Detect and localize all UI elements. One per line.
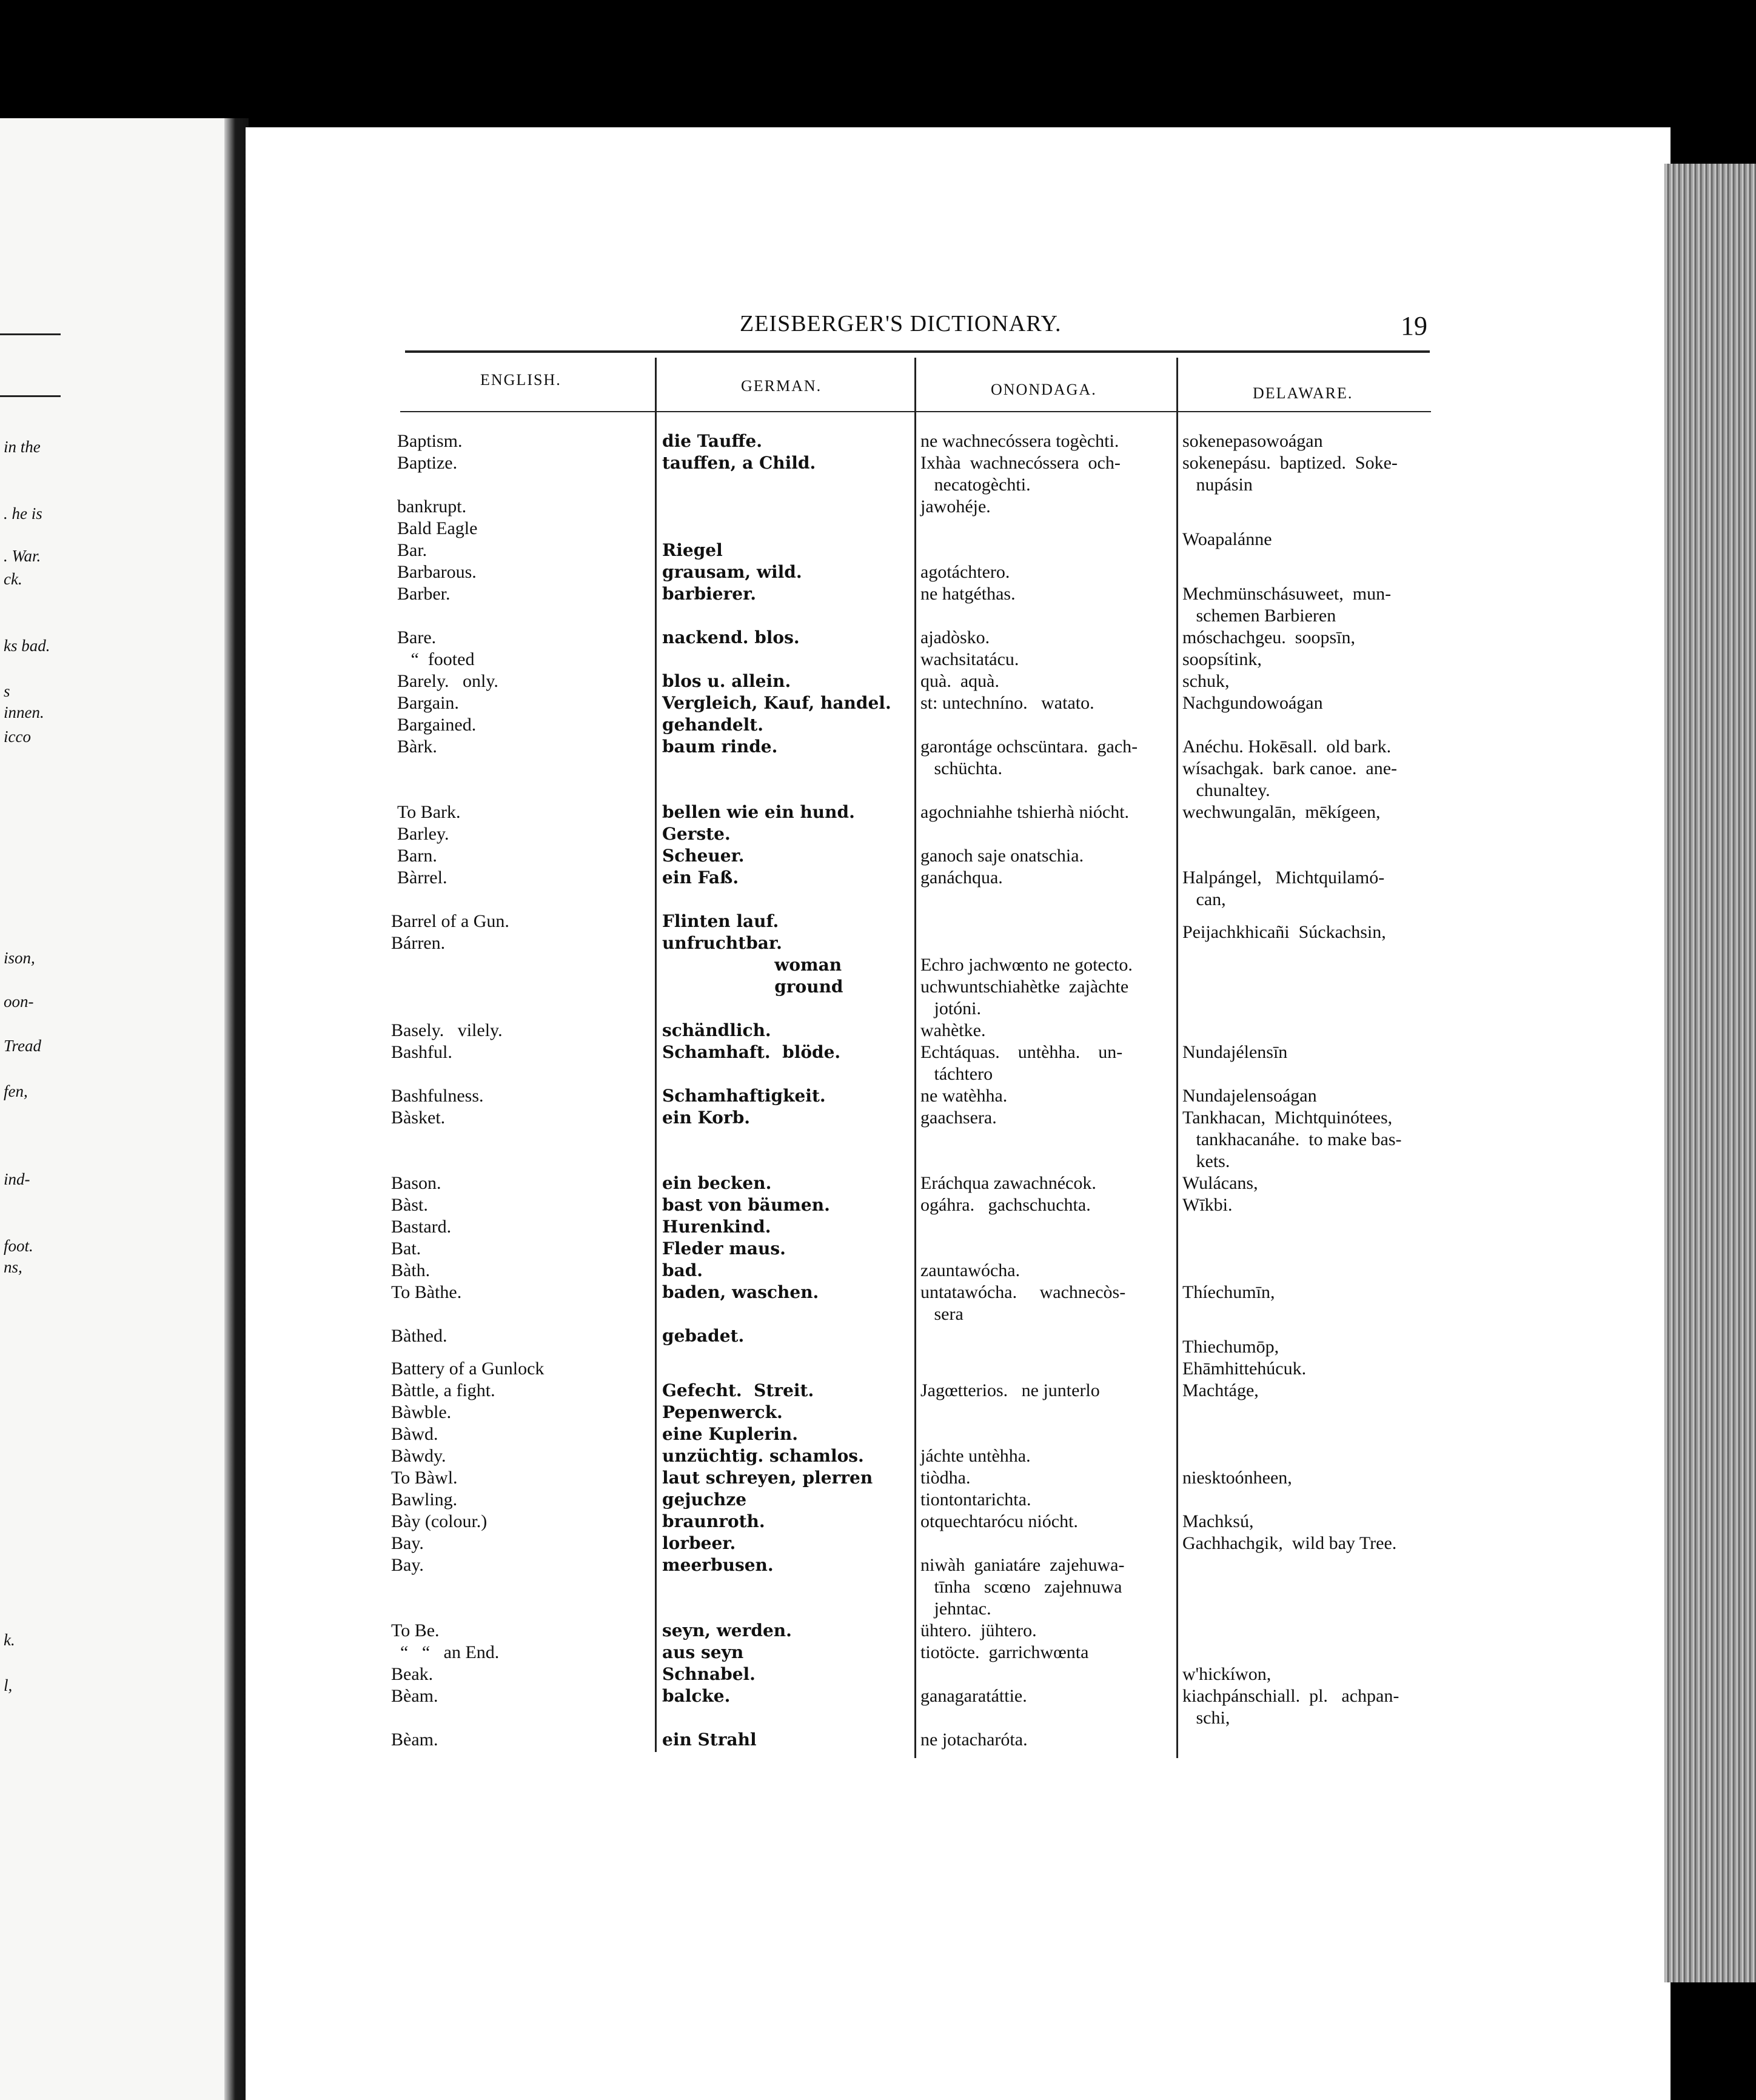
left-page-fragment: in the — [4, 438, 41, 456]
entry-onondaga: ganáchqua. — [920, 868, 1003, 888]
entry-english: To Bàwl. — [391, 1468, 458, 1488]
entry-english: Baptism. — [397, 431, 463, 451]
entry-onondaga: Echtáquas. untèhha. un- táchtero — [920, 1042, 1123, 1084]
entry-english: Barley. — [397, 824, 449, 844]
entry-german: Gerste. — [662, 824, 731, 844]
book-gutter — [224, 118, 249, 2100]
entry-delaware: Wīkbi. — [1182, 1195, 1233, 1215]
entry-english: Bèam. — [391, 1686, 438, 1706]
entry-onondaga: Echro jachwœnto ne gotecto. — [920, 955, 1133, 975]
column-header-delaware: DELAWARE. — [1253, 384, 1353, 402]
entry-delaware: Mechmünschásuweet, mun- schemen Barbieren — [1182, 584, 1392, 626]
entry-onondaga: untatawócha. wachnecòs- sera — [920, 1282, 1126, 1324]
entry-german: woman — [662, 955, 842, 975]
entry-delaware: sokenepásu. baptized. Soke- nupásin — [1182, 453, 1398, 495]
left-page-fragment: ks bad. — [4, 637, 50, 655]
left-page-fragment: fen, — [4, 1082, 28, 1100]
entry-german: Scheuer. — [662, 846, 745, 866]
entry-german: Hurenkind. — [662, 1217, 771, 1237]
entry-delaware: Halpángel, Michtquilamó- can, — [1182, 868, 1385, 909]
entry-onondaga: Ixhàa wachnecóssera och- necatogèchti. — [920, 453, 1121, 495]
header-rule — [405, 350, 1430, 353]
entry-english: Battery of a Gunlock — [391, 1359, 545, 1379]
entry-german: unzüchtig. schamlos. — [662, 1446, 864, 1466]
entry-onondaga: ne watèhha. — [920, 1086, 1008, 1106]
entry-english: Bàrrel. — [397, 868, 447, 888]
entry-onondaga: zauntawócha. — [920, 1260, 1020, 1280]
entry-english: Beak. — [391, 1664, 434, 1684]
entry-german: gehandelt. — [662, 715, 763, 735]
entry-german: blos u. allein. — [662, 671, 791, 691]
entry-onondaga: Eráchqua zawachnécok. — [920, 1173, 1096, 1193]
entry-german: braunroth. — [662, 1511, 765, 1531]
entry-german: Fleder maus. — [662, 1239, 786, 1259]
left-page-fragment: ison, — [4, 949, 35, 967]
entry-english: Bar. — [397, 540, 427, 560]
entry-english: bankrupt. — [397, 497, 467, 517]
entry-english: Bàttle, a fight. — [391, 1380, 495, 1400]
entry-delaware: Thiechumōp, — [1182, 1337, 1279, 1357]
entry-german: bast von bäumen. — [662, 1195, 830, 1215]
entry-german: eine Kuplerin. — [662, 1424, 798, 1444]
entry-english: Bastard. — [391, 1217, 452, 1237]
entry-english: Bargained. — [397, 715, 477, 735]
entry-delaware: Peijachkhicañi Súckachsin, — [1182, 922, 1386, 942]
entry-onondaga: ne jotacharóta. — [920, 1730, 1028, 1750]
entry-onondaga: tiòdha. — [920, 1468, 971, 1488]
entry-onondaga: tiontontarichta. — [920, 1490, 1031, 1510]
entry-onondaga: agochniahhe tshierhà niócht. — [920, 802, 1130, 822]
left-page-rule — [0, 333, 61, 335]
page-edges — [1664, 164, 1756, 1982]
left-page-fragment: foot. — [4, 1237, 33, 1255]
entry-onondaga: otquechtarócu niócht. — [920, 1511, 1078, 1531]
entry-german: barbierer. — [662, 584, 756, 604]
entry-onondaga: agotáchtero. — [920, 562, 1010, 582]
entry-english: “ “ an End. — [391, 1642, 500, 1662]
entry-german: bad. — [662, 1260, 703, 1280]
entry-english: Barber. — [397, 584, 451, 604]
entry-delaware: Wulácans, — [1182, 1173, 1258, 1193]
entry-german: Schnabel. — [662, 1664, 756, 1684]
entry-onondaga: ühtero. jühtero. — [920, 1620, 1037, 1640]
page-title: ZEISBERGER'S DICTIONARY. — [740, 311, 1062, 336]
column-header-german: GERMAN. — [741, 377, 822, 395]
entry-delaware: niesktoónheen, — [1182, 1468, 1292, 1488]
entry-delaware: Woapalánne — [1182, 529, 1272, 549]
entry-english: Bárren. — [391, 933, 446, 953]
column-divider — [655, 358, 657, 1752]
entry-english: To Be. — [391, 1620, 440, 1640]
entry-german: Vergleich, Kauf, handel. — [662, 693, 891, 713]
entry-onondaga: jawohéje. — [920, 497, 991, 517]
entry-onondaga: ne hatgéthas. — [920, 584, 1016, 604]
left-page-fragment: ind- — [4, 1170, 30, 1188]
entry-onondaga: quà. aquà. — [920, 671, 999, 691]
column-divider — [914, 358, 916, 1758]
entry-english: To Bark. — [397, 802, 461, 822]
entry-german: balcke. — [662, 1686, 731, 1706]
entry-onondaga: jáchte untèhha. — [920, 1446, 1031, 1466]
entry-english: Bashfulness. — [391, 1086, 484, 1106]
entry-english: Bàwd. — [391, 1424, 438, 1444]
entry-english: Bawling. — [391, 1490, 458, 1510]
entry-delaware: Nachgundowoágan — [1182, 693, 1323, 713]
left-page-rule — [0, 395, 61, 397]
entry-onondaga: niwàh ganiatáre zajehuwa- tīnha scœno zajehnuwa jehntac. — [920, 1555, 1125, 1619]
entry-onondaga: wahètke. — [920, 1020, 986, 1040]
entry-german: Riegel — [662, 540, 723, 560]
entry-english: Bason. — [391, 1173, 441, 1193]
entry-english: Bày (colour.) — [391, 1511, 488, 1531]
entry-german: die Tauffe. — [662, 431, 762, 451]
entry-delaware: Machksú, — [1182, 1511, 1254, 1531]
entry-german: Schamhaft. blöde. — [662, 1042, 841, 1062]
entry-delaware: Gachhachgik, wild bay Tree. — [1182, 1533, 1397, 1553]
entry-onondaga: garontáge ochscüntara. gach- schüchta. — [920, 737, 1138, 778]
entry-delaware: Nundajelensoágan — [1182, 1086, 1317, 1106]
entry-onondaga: uchwuntschiahètke zajàchte jotóni. — [920, 977, 1129, 1018]
entry-onondaga: st: untechníno. watato. — [920, 693, 1094, 713]
entry-english: Bèam. — [391, 1730, 438, 1750]
left-page-fragment: innen. — [4, 703, 44, 721]
entry-onondaga: gaachsera. — [920, 1108, 997, 1128]
entry-german: ground — [662, 977, 843, 997]
entry-english: Bay. — [391, 1555, 424, 1575]
entry-delaware: w'hickíwon, — [1182, 1664, 1272, 1684]
entry-delaware: Nundajélensīn — [1182, 1042, 1288, 1062]
left-page-fragment: ns, — [4, 1258, 22, 1276]
column-header-english: ENGLISH. — [480, 371, 561, 389]
entry-delaware: sokenepasowoágan — [1182, 431, 1323, 451]
entry-english: Barely. only. — [397, 671, 498, 691]
column-header-onondaga: ONONDAGA. — [991, 381, 1097, 398]
left-page-fragment: k. — [4, 1631, 15, 1649]
entry-german: ein Strahl — [662, 1730, 757, 1750]
entry-german: laut schreyen, plerren — [662, 1468, 873, 1488]
entry-english: Bare. — [397, 627, 437, 647]
entry-german: seyn, werden. — [662, 1620, 792, 1640]
entry-german: aus seyn — [662, 1642, 744, 1662]
entry-onondaga: Jagœtterios. ne junterlo — [920, 1380, 1100, 1400]
column-divider — [1176, 358, 1178, 1758]
entry-delaware: Ehāmhittehúcuk. — [1182, 1359, 1307, 1379]
entry-english: To Bàthe. — [391, 1282, 462, 1302]
entry-english: Barn. — [397, 846, 437, 866]
entry-english: Barrel of a Gun. — [391, 911, 509, 931]
entry-english: Bàsket. — [391, 1108, 446, 1128]
entry-onondaga: ganagaratáttie. — [920, 1686, 1027, 1706]
entry-english: Bàwble. — [391, 1402, 452, 1422]
entry-delaware: soopsítink, — [1182, 649, 1262, 669]
entry-onondaga: wachsitatácu. — [920, 649, 1019, 669]
entry-german: meerbusen. — [662, 1555, 774, 1575]
entry-german: grausam, wild. — [662, 562, 802, 582]
entry-delaware: kiachpánschiall. pl. achpan- schi, — [1182, 1686, 1399, 1728]
page-number: 19 — [1401, 311, 1427, 341]
entry-german: Flinten lauf. — [662, 911, 779, 931]
entry-english: Bargain. — [397, 693, 459, 713]
left-page-fragment: . he is — [4, 504, 42, 523]
entry-english: Basely. vilely. — [391, 1020, 503, 1040]
entry-german: lorbeer. — [662, 1533, 736, 1553]
entry-delaware: Thíechumīn, — [1182, 1282, 1275, 1302]
entry-german: schändlich. — [662, 1020, 771, 1040]
entry-onondaga: tiotöcte. garrichwœnta — [920, 1642, 1089, 1662]
entry-onondaga: ogáhra. gachschuchta. — [920, 1195, 1091, 1215]
entry-english: Bashful. — [391, 1042, 452, 1062]
entry-delaware: Tankhacan, Michtquinótees, tankhacanáhe. to make bas- kets. — [1182, 1108, 1402, 1171]
entry-english: Baptize. — [397, 453, 458, 473]
entry-german: baum rinde. — [662, 737, 778, 757]
entry-german: bellen wie ein hund. — [662, 802, 855, 822]
left-page-fragment: ck. — [4, 570, 22, 588]
entry-english: Barbarous. — [397, 562, 477, 582]
left-page-fragment: icco — [4, 727, 31, 746]
entry-german: gejuchze — [662, 1490, 747, 1510]
entry-english: Bàst. — [391, 1195, 428, 1215]
entry-german: Gefecht. Streit. — [662, 1380, 814, 1400]
entry-german: ein Korb. — [662, 1108, 751, 1128]
entry-english: Bàthed. — [391, 1326, 447, 1346]
left-page-fragment: . War. — [4, 547, 41, 565]
left-page-fragment: l, — [4, 1676, 13, 1694]
entry-delaware: Anéchu. Hokēsall. old bark. wísachgak. bark canoe. ane- chunaltey. — [1182, 737, 1397, 800]
entry-german: unfruchtbar. — [662, 933, 782, 953]
facing-left-page — [0, 118, 233, 2100]
entry-german: baden, waschen. — [662, 1282, 819, 1302]
entry-english: Bay. — [391, 1533, 424, 1553]
entry-english: Bat. — [391, 1239, 421, 1259]
left-page-fragment: Tread — [4, 1037, 42, 1055]
entry-german: Pepenwerck. — [662, 1402, 783, 1422]
entry-german: ein becken. — [662, 1173, 772, 1193]
entry-german: gebadet. — [662, 1326, 745, 1346]
entry-german: ein Faß. — [662, 868, 739, 888]
entry-german: nackend. blos. — [662, 627, 800, 647]
entry-delaware: wechwungalān, mēkígeen, — [1182, 802, 1381, 822]
entry-delaware: schuk, — [1182, 671, 1230, 691]
entry-english: “ footed — [397, 649, 475, 669]
entry-english: Bald Eagle — [397, 518, 478, 538]
entry-english: Bàrk. — [397, 737, 437, 757]
entry-german: Schamhaftigkeit. — [662, 1086, 826, 1106]
left-page-fragment: oon- — [4, 992, 34, 1011]
entry-english: Bàth. — [391, 1260, 431, 1280]
left-page-fragment: s — [4, 682, 10, 700]
entry-german: tauffen, a Child. — [662, 453, 816, 473]
entry-delaware: móschachgeu. soopsīn, — [1182, 627, 1355, 647]
entry-delaware: Machtáge, — [1182, 1380, 1259, 1400]
entry-english: Bàwdy. — [391, 1446, 446, 1466]
entry-onondaga: ganoch saje onatschia. — [920, 846, 1084, 866]
entry-onondaga: ajadòsko. — [920, 627, 990, 647]
entry-onondaga: ne wachnecóssera togèchti. — [920, 431, 1119, 451]
